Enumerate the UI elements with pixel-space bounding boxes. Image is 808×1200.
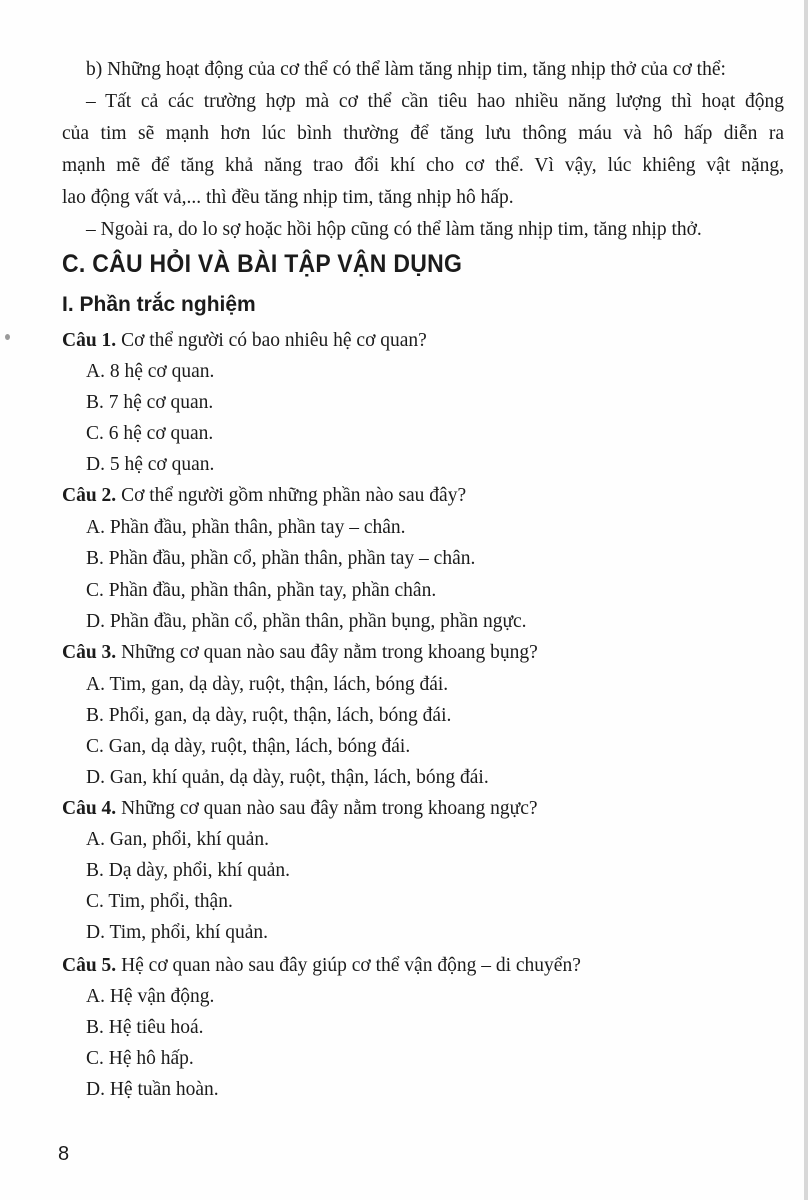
question-5-option-a: A. Hệ vận động. <box>86 986 215 1007</box>
question-5-option-d: D. Hệ tuần hoàn. <box>86 1079 219 1100</box>
section-c-heading: C. CÂU HỎI VÀ BÀI TẬP VẬN DỤNG <box>62 250 463 278</box>
question-text: Cơ thể người gồm những phần nào sau đây? <box>116 485 467 506</box>
question-3-option-c: C. Gan, dạ dày, ruột, thận, lách, bóng đái. <box>86 736 411 757</box>
part-b-para2: – Ngoài ra, do lo sợ hoặc hồi hộp cũng có thể làm tăng nhịp tim, tăng nhịp thở. <box>86 219 702 240</box>
question-2-option-d: D. Phần đầu, phần cổ, phần thân, phần bụng, phần ngực. <box>86 611 527 632</box>
part-b-intro: b) Những hoạt động của cơ thể có thể làm tăng nhịp tim, tăng nhịp thở của cơ thể: <box>86 59 726 80</box>
page-number: 8 <box>58 1143 70 1165</box>
question-3 <box>62 640 538 666</box>
question-4 <box>62 796 538 822</box>
part-b-para1-line3: mạnh mẽ để tăng khả năng trao đổi khí cho cơ thể. Vì vậy, lúc khiêng vật nặng, <box>62 155 784 176</box>
question-label: Câu 4. <box>62 798 117 819</box>
question-text: Những cơ quan nào sau đây nằm trong khoang bụng? <box>116 642 538 663</box>
question-4-option-b: B. Dạ dày, phổi, khí quản. <box>86 860 290 881</box>
question-5 <box>62 953 581 979</box>
question-4-option-d: D. Tim, phổi, khí quản. <box>86 922 269 943</box>
question-2 <box>62 483 466 509</box>
question-1-option-d: D. 5 hệ cơ quan. <box>86 454 215 475</box>
question-4-option-a: A. Gan, phổi, khí quản. <box>86 829 270 850</box>
question-5-option-b: B. Hệ tiêu hoá. <box>86 1017 204 1038</box>
question-1-option-c: C. 6 hệ cơ quan. <box>86 423 214 444</box>
question-text: Cơ thể người có bao nhiêu hệ cơ quan? <box>116 330 427 351</box>
question-3-option-a: A. Tim, gan, dạ dày, ruột, thận, lách, bóng đái. <box>86 674 449 695</box>
question-label: Câu 1. <box>62 330 117 351</box>
question-1-option-a: A. 8 hệ cơ quan. <box>86 361 215 382</box>
question-2-option-c: C. Phần đầu, phần thân, phần tay, phần chân. <box>86 580 437 601</box>
part-b-para1-line1: – Tất cả các trường hợp mà cơ thể cần tiêu hao nhiều năng lượng thì hoạt động <box>86 91 784 112</box>
part-b-para1-line4: lao động vất vả,... thì đều tăng nhịp tim, tăng nhịp hô hấp. <box>62 187 514 208</box>
question-1-option-b: B. 7 hệ cơ quan. <box>86 392 214 413</box>
question-label: Câu 2. <box>62 485 117 506</box>
scan-speck <box>5 334 10 340</box>
question-3-option-b: B. Phổi, gan, dạ dày, ruột, thận, lách, bóng đái. <box>86 705 452 726</box>
part-b-para1-line2: của tim sẽ mạnh hơn lúc bình thường để tăng lưu thông máu và hô hấp diễn ra <box>62 123 784 144</box>
question-2-option-a: A. Phần đầu, phần thân, phần tay – chân. <box>86 517 406 538</box>
question-text: Hệ cơ quan nào sau đây giúp cơ thể vận động – di chuyển? <box>116 955 581 976</box>
question-4-option-c: C. Tim, phổi, thận. <box>86 891 233 912</box>
question-text: Những cơ quan nào sau đây nằm trong khoang ngực? <box>116 798 538 819</box>
question-3-option-d: D. Gan, khí quản, dạ dày, ruột, thận, lách, bóng đái. <box>86 767 489 788</box>
question-2-option-b: B. Phần đầu, phần cổ, phần thân, phần tay – chân. <box>86 548 476 569</box>
question-label: Câu 3. <box>62 642 117 663</box>
question-5-option-c: C. Hệ hô hấp. <box>86 1048 194 1069</box>
question-1 <box>62 328 427 354</box>
page-edge-shadow <box>804 0 808 1200</box>
question-label: Câu 5. <box>62 955 117 976</box>
section-i-heading: I. Phần trắc nghiệm <box>62 293 256 316</box>
